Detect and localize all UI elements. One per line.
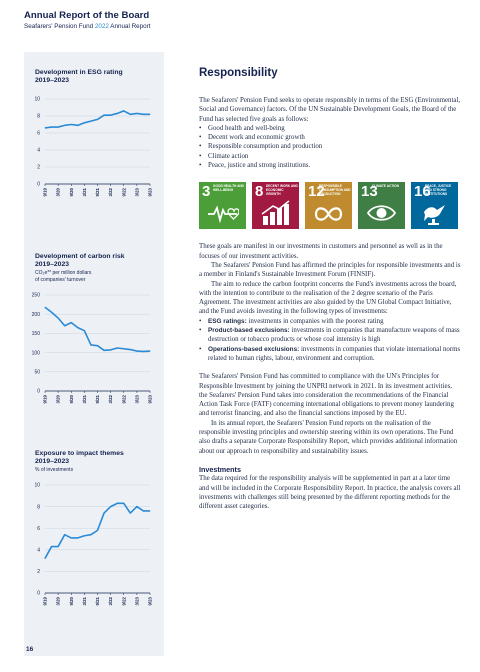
x-tick-label: 3/23 [134, 395, 140, 404]
data-point [58, 318, 59, 319]
data-point [58, 127, 59, 128]
x-tick-label: 9/19 [42, 395, 48, 404]
x-tick-label: 9/22 [121, 597, 127, 606]
data-point [97, 530, 98, 531]
report-header [24, 10, 151, 31]
exclusion-item: • Product-based exclusions: investments in companies that manufacture weapons of mass destruction or tobacco products or whose coal intensity is high [199, 326, 461, 345]
data-point [150, 510, 151, 511]
exclusion-item: • Operations-based exclusions: investments in companies that violate international norms related to human rights, labour, environment and corruption. [199, 345, 461, 364]
data-point [84, 535, 85, 536]
data-point [77, 537, 78, 538]
report-subtitle-suffix: Annual Report [108, 23, 151, 30]
sdg-tile-13: 13 CLIMATE ACTION [358, 182, 405, 229]
data-point [51, 312, 52, 313]
data-point [110, 506, 111, 507]
y-tick-label: 10 [34, 96, 40, 103]
data-point [104, 513, 105, 514]
data-point [84, 122, 85, 123]
data-point [143, 114, 144, 115]
exclusions-list [199, 317, 461, 363]
data-point [71, 537, 72, 538]
data-point [123, 503, 124, 504]
data-point [104, 350, 105, 351]
data-point [51, 127, 52, 128]
paragraph-3: The Seafarers' Pension Fund has affirmed the principles for responsible investments and is a member in Finland's Sustainable Investment Forum (FINSIF). [199, 261, 461, 279]
x-tick-label: 3/20 [55, 395, 61, 404]
chart-sidebar [24, 52, 164, 656]
impact-chart-unit: % of investments [35, 467, 74, 474]
esg-chart-title: Development in ESG rating 2019–2023 [35, 69, 123, 85]
y-tick-label: 6 [37, 130, 40, 137]
y-tick-label: 4 [37, 147, 40, 154]
x-tick-label: 9/19 [42, 597, 48, 606]
data-point [90, 534, 91, 535]
section-title: Responsibility [199, 67, 278, 79]
x-tick-label: 3/20 [55, 597, 61, 606]
carbon-risk-chart [24, 289, 164, 419]
paragraph-2: These goals are manifest in our investments in customers and personnel as well as in the focuses of our investment activities. [199, 243, 443, 260]
data-point [97, 119, 98, 120]
x-tick-label: 3/22 [108, 395, 114, 404]
paragraph-4: The aim to reduce the carbon footprint concerns the Fund's investments across the board, with the intention to contribute to the realisation of the 2 degree scenario of the Paris Agreement. The investment activities are also guided by the UN Global Compact Initiative, and the Fund avoids investing in the following types of investments: [199, 280, 457, 316]
data-point [143, 510, 144, 511]
y-tick-label: 0 [37, 590, 40, 597]
x-tick-label: 9/19 [42, 188, 48, 197]
sdg-tile-3: 3 GOOD HEALTH AND WELL-BEING [199, 182, 246, 229]
data-point [123, 110, 124, 111]
x-tick-label: 3/22 [108, 597, 114, 606]
y-tick-label: 0 [37, 181, 40, 188]
x-tick-label: 3/23 [134, 597, 140, 606]
x-tick-label: 9/22 [121, 395, 127, 404]
data-point [71, 124, 72, 125]
eye-globe-icon [365, 200, 398, 226]
goal-item: • Peace, justice and strong institutions. [199, 161, 461, 170]
report-subtitle-prefix: Seafarers' Pension Fund [24, 23, 95, 30]
dove-icon [418, 200, 451, 226]
sdg-tile-12: 12 RESPONSIBLE CONSUMPTION AND PRODUCTION [305, 182, 352, 229]
x-tick-label: 9/23 [147, 188, 153, 197]
y-tick-label: 200 [31, 311, 40, 318]
y-tick-label: 2 [37, 569, 40, 576]
carbon-chart-title: Development of carbon risk 2019–2023 [35, 253, 125, 269]
data-point [77, 327, 78, 328]
data-point [117, 113, 118, 114]
x-tick-label: 9/23 [147, 597, 153, 606]
data-point [77, 125, 78, 126]
impact-themes-chart [24, 477, 164, 617]
sdg-tile-8: 8 DECENT WORK AND ECONOMIC GROWTH [252, 182, 299, 229]
goal-item: • Good health and well-being [199, 124, 461, 133]
investments-heading: Investments [199, 464, 241, 474]
page-number: 16 [26, 646, 34, 653]
data-point [110, 115, 111, 116]
x-tick-label: 9/22 [121, 188, 127, 197]
y-tick-label: 4 [37, 547, 40, 554]
data-point [71, 322, 72, 323]
impact-chart-title: Exposure to impact themes 2019–2023 [35, 450, 124, 466]
report-year: 2022 [94, 23, 109, 30]
y-tick-label: 2 [37, 164, 40, 171]
x-tick-label: 3/23 [134, 188, 140, 197]
x-tick-label: 9/21 [95, 395, 101, 404]
y-tick-label: 100 [31, 350, 40, 357]
data-point [117, 503, 118, 504]
infinity-icon [312, 200, 345, 226]
y-tick-label: 10 [34, 482, 40, 489]
data-point [117, 348, 118, 349]
goal-item: • Decent work and economic growth [199, 133, 461, 142]
x-tick-label: 9/21 [95, 188, 101, 197]
data-point [110, 349, 111, 350]
x-tick-label: 9/21 [95, 597, 101, 606]
data-point [90, 121, 91, 122]
data-point [58, 546, 59, 547]
heartbeat-icon [206, 200, 239, 226]
paragraph-7: The data required for the responsibility analysis will be supplemented in part at a later time and will be included in the Corporate Responsibility Report. In practice, the analysis covers all investments with challenges still being presented by the different reporting methods for the different asset categories. [199, 475, 461, 511]
paragraph-6: In its annual report, the Seafarers' Pension Fund reports on the realisation of the responsible investing principles and ownership steering within its own operations. The Fund also drafts a separate Corporate Responsibility Report, which provides additional information about our approach to responsibility and sustainability issues. [199, 419, 458, 455]
data-point [64, 534, 65, 535]
series-line [45, 307, 150, 351]
x-tick-label: 3/21 [81, 597, 87, 606]
y-tick-label: 0 [37, 388, 40, 395]
series-line [45, 503, 150, 558]
data-point [123, 348, 124, 349]
y-tick-label: 50 [34, 369, 40, 376]
paragraph-5: The Seafarers' Pension Fund has committed to compliance with the UN's Principles for Responsible Investment by joining the UNPRI network in 2021. In its investment activities, the Seafarers' Pension Fund takes into consideration the recommendations of the Financial Action Task Force (FATF) concerning international obligations to prevent money laundering and terrorist financing, and also the financial sanctions imposed by the EU. [199, 373, 454, 418]
report-subtitle [24, 22, 151, 31]
esg-chart-panel [24, 69, 164, 197]
data-point [97, 345, 98, 346]
data-point [45, 558, 46, 559]
exclusion-item: • ESG ratings: investments in companies with the poorest rating [199, 317, 461, 326]
data-point [130, 513, 131, 514]
x-tick-label: 9/23 [147, 395, 153, 404]
intro-paragraph: The Seafarers' Pension Fund seeks to operate responsibly in terms of the ESG (Environmental, Social and Governance) factors. Of the UN Sustainable Development Goals, the Board of the Fund has selected five goals as follows: [199, 97, 461, 123]
data-point [51, 546, 52, 547]
data-point [143, 351, 144, 352]
goals-list [199, 124, 461, 170]
carbon-chart-unit: CO₂e** per million dollars of companies' turnover [35, 270, 92, 283]
x-tick-label: 3/21 [81, 395, 87, 404]
y-tick-label: 8 [37, 113, 40, 120]
y-tick-label: 250 [31, 292, 40, 299]
report-title: Annual Report of the Board [24, 10, 150, 21]
esg-rating-chart [24, 91, 164, 209]
impact-chart-panel [24, 450, 164, 606]
main-content [199, 66, 461, 511]
x-tick-label: 9/20 [68, 395, 74, 404]
sdg-icons-row [199, 182, 461, 229]
data-point [130, 349, 131, 350]
sdg-tile-16: 16 PEACE, JUSTICE AND STRONG INSTITUTIONS [411, 182, 458, 229]
data-point [104, 115, 105, 116]
data-point [136, 351, 137, 352]
y-tick-label: 150 [31, 331, 40, 338]
data-point [150, 114, 151, 115]
y-tick-label: 6 [37, 525, 40, 532]
y-tick-label: 8 [37, 504, 40, 511]
data-point [150, 351, 151, 352]
data-point [84, 330, 85, 331]
goal-item: • Climate action [199, 152, 461, 161]
growth-chart-icon [259, 200, 292, 226]
data-point [136, 113, 137, 114]
data-point [45, 127, 46, 128]
x-tick-label: 3/20 [55, 188, 61, 197]
x-tick-label: 3/21 [81, 188, 87, 197]
data-point [136, 506, 137, 507]
carbon-chart-panel [24, 253, 164, 404]
data-point [130, 114, 131, 115]
x-tick-label: 9/20 [68, 597, 74, 606]
x-tick-label: 9/20 [68, 188, 74, 197]
data-point [64, 325, 65, 326]
data-point [90, 344, 91, 345]
data-point [45, 307, 46, 308]
data-point [64, 125, 65, 126]
goal-item: • Responsible consumption and production [199, 142, 461, 151]
x-tick-label: 3/22 [108, 188, 114, 197]
